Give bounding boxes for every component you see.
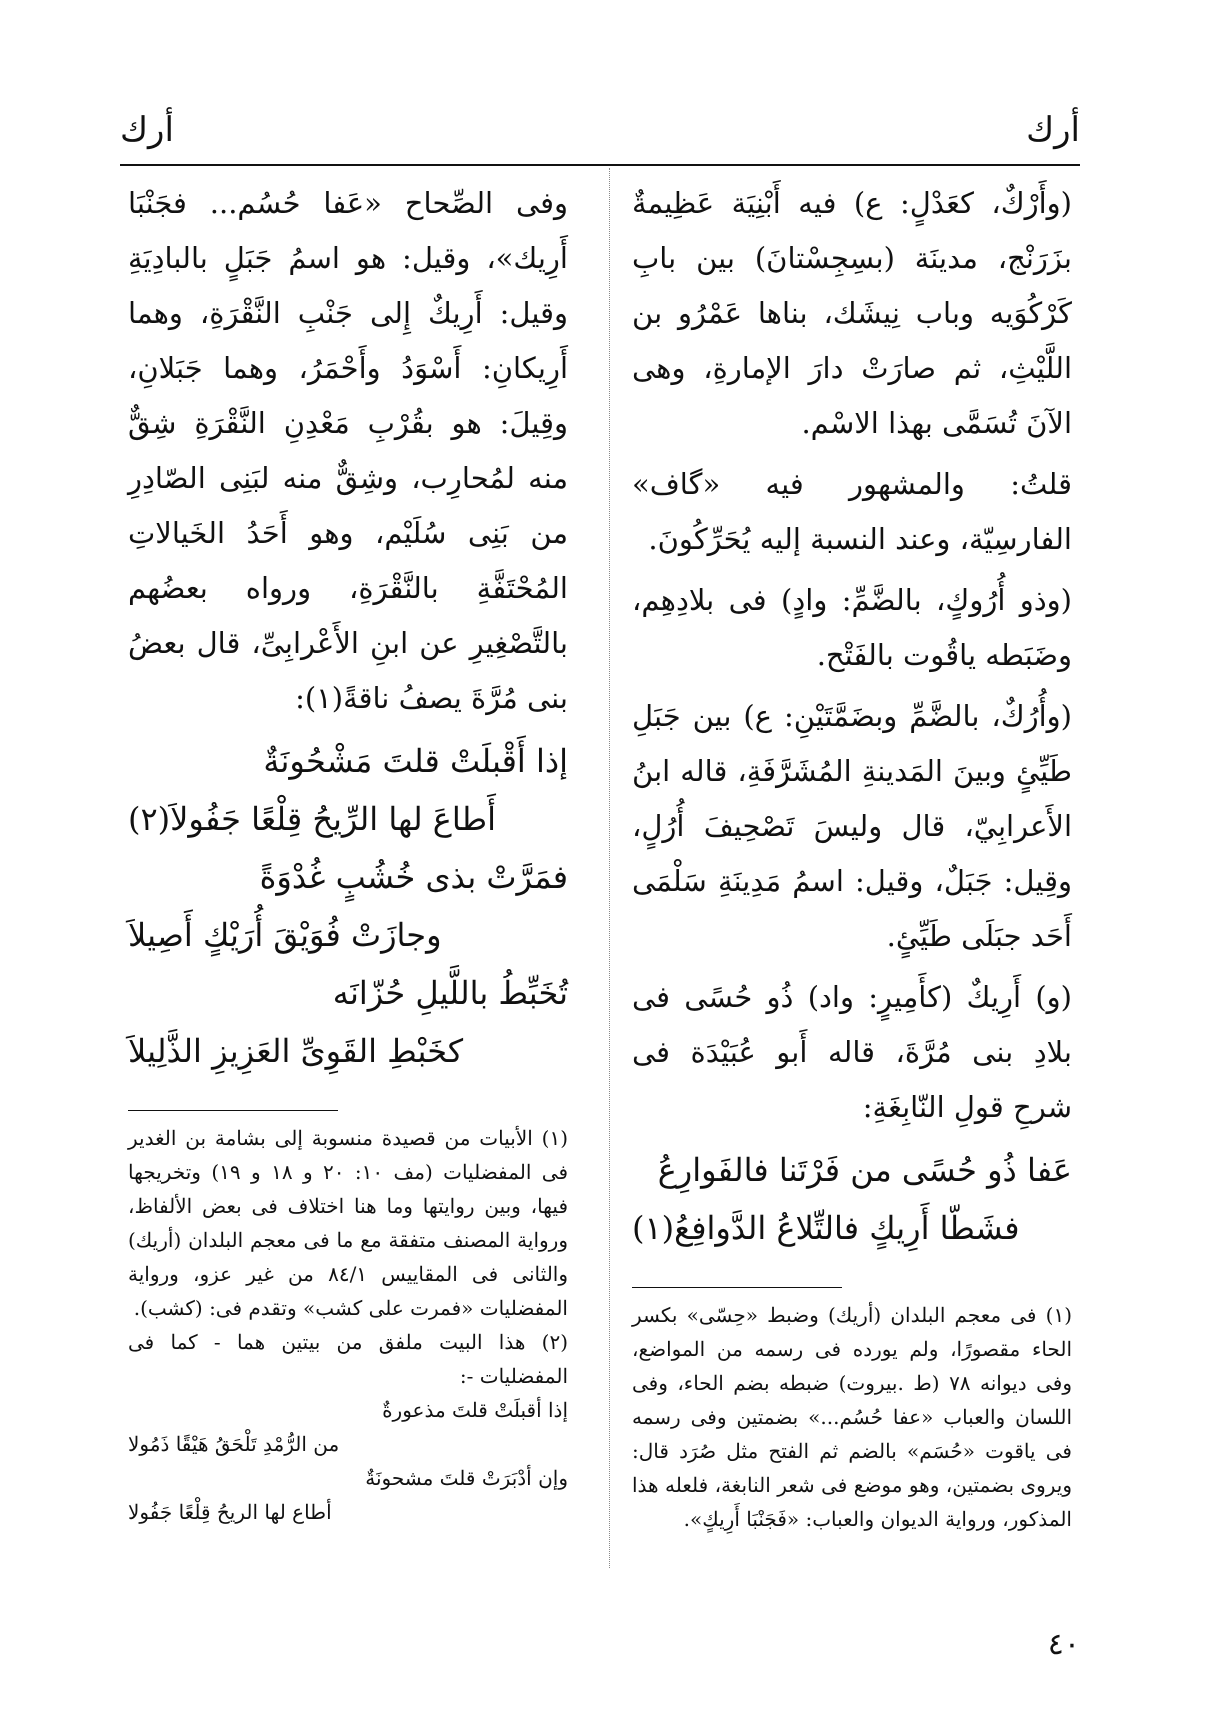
header-left-word: أرك bbox=[120, 110, 174, 150]
paragraph: وفى الصِّحاح «عَفا حُسُم... فجَنْبَا أَرِيك»، وقيل: هو اسمُ جَبَلٍ بالبادِيَةِ وقيل: أَرِيكٌ إِلى جَنْبِ النَّقْرَةِ، وهما أَرِيكانِ: أَسْوَدُ وأَحْمَرُ، وهما جَبَلانِ، وقِيلَ: هو بقُرْبِ مَعْدِنِ النَّقْرَةِ شِقٌّ منه لمُحارِب، وشِقٌّ منه لبَنِى الصّادِرِ من بَنِى سُلَيْم، وهو أَحَدُ الخَيالاتِ المُحْتَفَّةِ بالنَّقْرَةِ، ورواه بعضُهم بالتَّصْغِيرِ عن ابنِ الأَعْرابِىِّ، قال بعضُ بنى مُرَّةَ يصفُ ناقةً(١): bbox=[128, 186, 568, 715]
verse-line: كخَبْطِ القَوِىِّ العَزِيزِ الذَّلِيلاَ bbox=[128, 1032, 464, 1070]
footnote-verse-line: إذا أقبلَتْ قلتَ مذعورةٌ bbox=[382, 1398, 568, 1422]
verse-line: فمَرَّتْ بذى خُشُبٍ غُدْوَةً bbox=[259, 858, 568, 896]
footnote-verse-line: أطاع لها الريحُ قِلْعًا جَفُولا bbox=[128, 1500, 332, 1524]
column-divider bbox=[609, 168, 610, 1568]
left-column bbox=[128, 176, 568, 1529]
verse-line: إذا أَقْبلَتْ قلتَ مَشْحُونَةٌ bbox=[263, 742, 568, 780]
footnote-verse-line: وإن أدْبَرَتْ قلتَ مشحونَةٌ bbox=[365, 1466, 568, 1490]
header-right-word: أرك bbox=[1026, 110, 1080, 150]
verse-line: أَطاعَ لها الرِّيحُ قِلْعًا جَفُولاَ(٢) bbox=[128, 800, 496, 838]
paragraph: (و) أَرِيكٌ (كأَمِيرٍ: واد) ذُو حُسًى فى بلادِ بنى مُرَّةَ، قاله أَبو عُبَيْدَة فى شرحِ قولِ النّابِغَةِ: bbox=[632, 980, 1072, 1124]
verse-line: وجازَتْ فُوَيْقَ أُرَيْكٍ أَصِيلاَ bbox=[128, 916, 442, 954]
paragraph: قلتُ: والمشهور فيه «گاف» الفارسِيّة، وعند النسبة إليه يُحَرِّكُونَ. bbox=[632, 467, 1072, 556]
footnote-verse-line: من الرُّمْدِ تَلْحَقُ هَيْقًا ذَمُولا bbox=[128, 1432, 340, 1456]
verse-line: فشَطّا أَرِيكٍ فالتِّلاعُ الدَّوافِعُ(١) bbox=[632, 1209, 1020, 1247]
footnote: (١) الأبيات من قصيدة منسوبة إلى بشامة بن الغدير فى المفضليات (مف ١٠: ٢٠ و ١٨ و ١٩) وتخريجها فيها، وبين روايتها وما هنا اختلاف فى بعض الألفاظ، ورواية المصنف متفقة مع ما فى معجم البلدان (أريك) والثانى فى المقاييس ٨٤/١ من غير عزو، ورواية المفضليات «فمرت على كشب» وتقدم فى: (كشب). bbox=[128, 1126, 569, 1320]
footnote-rule bbox=[128, 1110, 338, 1111]
paragraph: (وأُرُكٌ، بالضَّمِّ وبضَمَّتَيْنِ: ع) بين جَبَلِ طَيِّئٍ وبينَ المَدينةِ المُشَرَّفَةِ، قاله ابنُ الأَعرابِيّ، قال وليسَ تَصْحِيفَ أُرُلٍ، وقِيل: جَبَلٌ، وقيل: اسمُ مَدِينَةِ سَلْمَى أَحَد جبَلَى طَيِّئٍ. bbox=[632, 699, 1072, 953]
page-number: ٤٠ bbox=[1047, 1627, 1080, 1662]
running-header bbox=[120, 108, 1080, 166]
verse-line: عَفا ذُو حُسًى من فَرْتَنا فالفَوارِعُ bbox=[657, 1151, 1072, 1189]
verse-line: تُخَبِّطُ باللَّيلِ حُزّانَه bbox=[332, 974, 568, 1012]
right-column bbox=[632, 176, 1072, 1536]
paragraph: (وأَرْكٌ، كعَدْلٍ: ع) فيه أَبْنِيَة عَظِيمةٌ بزَرَنْج، مدينَة (بسِجِسْتانَ) بين بابِ كَرْكُوَيه وباب نِيشَك، بناها عَمْرُو بن اللَّيْثِ، ثم صارَتْ دارَ الإمارةِ، وهى الآنَ تُسَمَّى بهذا الاسْم. bbox=[632, 186, 1072, 440]
paragraph: (وذو أُرُوكٍ، بالضَّمِّ: وادٍ) فى بلادِهِم، وضَبَطه ياقُوت بالفَتْح. bbox=[632, 583, 1072, 672]
footnote-rule bbox=[632, 1287, 842, 1288]
footnote: (١) فى معجم البلدان (أريك) وضبط «حِسّى» بكسر الحاء مقصورًا، ولم يورده فى رسمه من المواضع، وفى ديوانه ٧٨ (ط .بيروت) ضبطه بضم الحاء، وفى اللسان والعباب «عفا حُسُم...» بضمتين وفى رسمه فى ياقوت «حُسَم» بالضم ثم الفتح مثل صُرَد قال: ويروى بضمتين، وهو موضع فى شعر النابغة، فلعله هذا المذكور، ورواية الديوان والعباب: «فَجَنْبَا أَرِيكٍ». bbox=[632, 1303, 1072, 1531]
footnote: (٢) هذا البيت ملفق من بيتين هما - كما فى المفضليات -: bbox=[128, 1330, 568, 1388]
